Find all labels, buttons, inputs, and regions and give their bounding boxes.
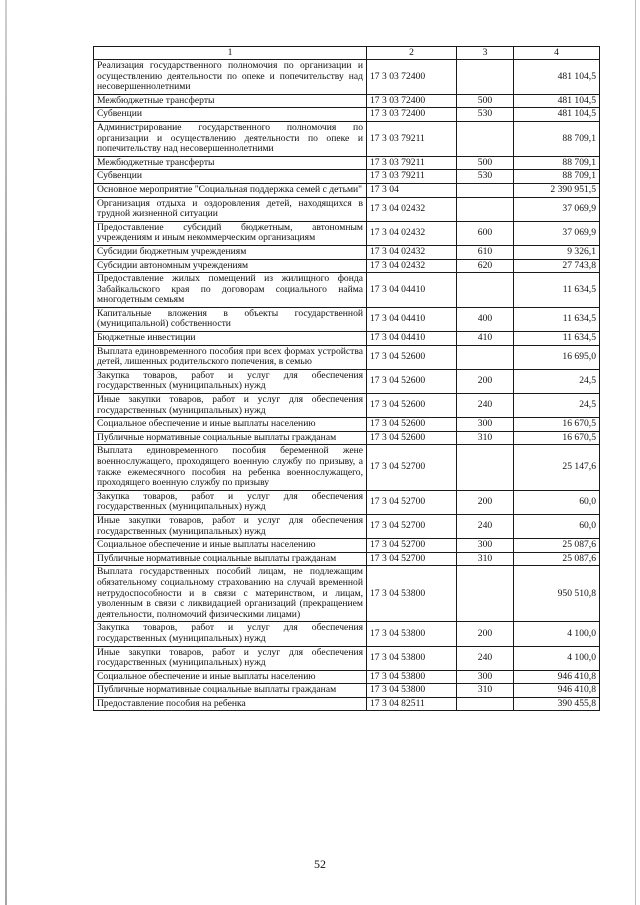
table-row — [94, 566, 600, 622]
cell-code: 17 3 04 82511 — [367, 697, 457, 711]
cell-name: Капитальные вложения в объекты государственной (муниципальной) собственности — [94, 307, 367, 331]
cell-amount: 88 709,1 — [514, 170, 600, 184]
cell-amount: 9 326,1 — [514, 245, 600, 259]
cell-name: Социальное обеспечение и иные выплаты населению — [94, 670, 367, 684]
cell-type: 310 — [457, 431, 514, 445]
cell-type: 530 — [457, 108, 514, 122]
table-row — [94, 345, 600, 369]
cell-code: 17 3 04 52600 — [367, 394, 457, 418]
cell-amount: 24,5 — [514, 394, 600, 418]
cell-code: 17 3 04 02432 — [367, 245, 457, 259]
cell-code: 17 3 04 52600 — [367, 345, 457, 369]
cell-type: 310 — [457, 684, 514, 698]
cell-amount: 16 695,0 — [514, 345, 600, 369]
column-header-name: 1 — [94, 47, 367, 60]
scan-edge — [635, 0, 636, 905]
cell-amount: 390 455,8 — [514, 697, 600, 711]
cell-code: 17 3 03 79211 — [367, 156, 457, 170]
cell-code: 17 3 04 52600 — [367, 369, 457, 393]
cell-type: 530 — [457, 170, 514, 184]
cell-code: 17 3 04 52700 — [367, 490, 457, 514]
cell-amount: 37 069,9 — [514, 221, 600, 245]
cell-name: Выплата единовременного пособия при всех формах устройства детей, лишенных родительского попечения, в семью — [94, 345, 367, 369]
cell-type: 620 — [457, 259, 514, 273]
cell-amount: 481 104,5 — [514, 60, 600, 95]
cell-type — [457, 60, 514, 95]
header-row — [94, 47, 600, 60]
cell-name: Иные закупки товаров, работ и услуг для обеспечения государственных (муниципальных) нужд — [94, 514, 367, 538]
cell-name: Субвенции — [94, 108, 367, 122]
table-row — [94, 221, 600, 245]
cell-type — [457, 197, 514, 221]
table-row — [94, 539, 600, 553]
cell-name: Межбюджетные трансферты — [94, 94, 367, 108]
cell-code: 17 3 04 52700 — [367, 539, 457, 553]
table-row — [94, 445, 600, 490]
table-row — [94, 670, 600, 684]
table-row — [94, 369, 600, 393]
cell-type: 400 — [457, 307, 514, 331]
table-row — [94, 552, 600, 566]
cell-name: Администрирование государственного полномочия по организации и осуществлению деятельности по опеке и попечительству над несовершеннолетними — [94, 121, 367, 156]
cell-amount: 481 104,5 — [514, 108, 600, 122]
cell-amount: 11 634,5 — [514, 332, 600, 346]
cell-type — [457, 697, 514, 711]
table-row — [94, 121, 600, 156]
cell-name: Предоставление жилых помещений из жилищного фонда Забайкальского края по договорам социального найма многодетным семьям — [94, 273, 367, 308]
table-row — [94, 418, 600, 432]
table-row — [94, 697, 600, 711]
budget-table — [93, 46, 600, 711]
cell-name: Публичные нормативные социальные выплаты гражданам — [94, 431, 367, 445]
table-body — [94, 60, 600, 711]
cell-amount: 25 087,6 — [514, 552, 600, 566]
cell-name: Бюджетные инвестиции — [94, 332, 367, 346]
cell-type — [457, 345, 514, 369]
cell-code: 17 3 04 53800 — [367, 566, 457, 622]
cell-name: Основное мероприятие "Социальная поддержка семей с детьми" — [94, 183, 367, 197]
cell-name: Выплата государственных пособий лицам, не подлежащим обязательному социальному страхованию на случай временной нетрудоспособности и в связи с материнством, и лицам, уволенным в связи с ликвидацией организаций (прекращением деятельности, полномочий физическими лицами) — [94, 566, 367, 622]
cell-type: 500 — [457, 156, 514, 170]
cell-code: 17 3 04 52600 — [367, 418, 457, 432]
cell-code: 17 3 04 52700 — [367, 514, 457, 538]
cell-amount: 11 634,5 — [514, 273, 600, 308]
table-row — [94, 197, 600, 221]
cell-amount: 88 709,1 — [514, 121, 600, 156]
column-header-code: 2 — [367, 47, 457, 60]
cell-code: 17 3 04 02432 — [367, 197, 457, 221]
cell-name: Закупка товаров, работ и услуг для обеспечения государственных (муниципальных) нужд — [94, 490, 367, 514]
table-row — [94, 60, 600, 95]
cell-type — [457, 121, 514, 156]
cell-code: 17 3 04 — [367, 183, 457, 197]
cell-code: 17 3 04 04410 — [367, 273, 457, 308]
cell-amount: 27 743,8 — [514, 259, 600, 273]
cell-name: Закупка товаров, работ и услуг для обеспечения государственных (муниципальных) нужд — [94, 369, 367, 393]
table-row — [94, 646, 600, 670]
cell-amount: 60,0 — [514, 514, 600, 538]
cell-code: 17 3 04 02432 — [367, 259, 457, 273]
cell-amount: 88 709,1 — [514, 156, 600, 170]
cell-name: Субсидии автономным учреждениям — [94, 259, 367, 273]
cell-name: Межбюджетные трансферты — [94, 156, 367, 170]
cell-type: 240 — [457, 646, 514, 670]
cell-code: 17 3 04 04410 — [367, 332, 457, 346]
cell-type: 240 — [457, 394, 514, 418]
cell-name: Субсидии бюджетным учреждениям — [94, 245, 367, 259]
table-row — [94, 156, 600, 170]
table-row — [94, 108, 600, 122]
cell-code: 17 3 04 02432 — [367, 221, 457, 245]
cell-code: 17 3 04 52700 — [367, 552, 457, 566]
cell-type: 300 — [457, 539, 514, 553]
cell-amount: 25 147,6 — [514, 445, 600, 490]
cell-amount: 946 410,8 — [514, 684, 600, 698]
table-row — [94, 431, 600, 445]
table-row — [94, 259, 600, 273]
cell-name: Субвенции — [94, 170, 367, 184]
cell-name: Предоставление субсидий бюджетным, автономным учреждениям и иным некоммерческим организациям — [94, 221, 367, 245]
cell-type: 500 — [457, 94, 514, 108]
cell-amount: 25 087,6 — [514, 539, 600, 553]
cell-code: 17 3 04 52600 — [367, 431, 457, 445]
cell-code: 17 3 04 53800 — [367, 670, 457, 684]
table-row — [94, 394, 600, 418]
cell-type: 300 — [457, 670, 514, 684]
cell-name: Иные закупки товаров, работ и услуг для обеспечения государственных (муниципальных) нужд — [94, 394, 367, 418]
table-row — [94, 332, 600, 346]
cell-type — [457, 445, 514, 490]
table-row — [94, 94, 600, 108]
cell-amount: 950 510,8 — [514, 566, 600, 622]
cell-amount: 24,5 — [514, 369, 600, 393]
cell-name: Социальное обеспечение и иные выплаты населению — [94, 418, 367, 432]
cell-type: 200 — [457, 490, 514, 514]
cell-amount: 4 100,0 — [514, 646, 600, 670]
cell-type — [457, 566, 514, 622]
table-row — [94, 245, 600, 259]
cell-amount: 60,0 — [514, 490, 600, 514]
cell-type — [457, 273, 514, 308]
cell-amount: 946 410,8 — [514, 670, 600, 684]
cell-name: Закупка товаров, работ и услуг для обеспечения государственных (муниципальных) нужд — [94, 622, 367, 646]
cell-code: 17 3 03 79211 — [367, 170, 457, 184]
cell-code: 17 3 04 53800 — [367, 646, 457, 670]
table-row — [94, 307, 600, 331]
cell-type: 610 — [457, 245, 514, 259]
cell-code: 17 3 03 72400 — [367, 108, 457, 122]
cell-name: Публичные нормативные социальные выплаты гражданам — [94, 684, 367, 698]
cell-name: Публичные нормативные социальные выплаты гражданам — [94, 552, 367, 566]
scan-edge — [5, 0, 7, 905]
cell-type — [457, 183, 514, 197]
cell-type: 600 — [457, 221, 514, 245]
cell-type: 410 — [457, 332, 514, 346]
cell-code: 17 3 04 04410 — [367, 307, 457, 331]
cell-name: Реализация государственного полномочия по организации и осуществлению деятельности по опеке и попечительству над несовершеннолетними — [94, 60, 367, 95]
cell-name: Выплата единовременного пособия беременной жене военнослужащего, проходящего военную службу по призыву, а также ежемесячного пособия на ребенка военнослужащего, проходящего военную службу по призыву — [94, 445, 367, 490]
cell-code: 17 3 03 72400 — [367, 94, 457, 108]
cell-type: 200 — [457, 622, 514, 646]
cell-amount: 16 670,5 — [514, 431, 600, 445]
table-row — [94, 684, 600, 698]
page-number: 52 — [314, 857, 326, 871]
cell-name: Социальное обеспечение и иные выплаты населению — [94, 539, 367, 553]
table-row — [94, 183, 600, 197]
column-header-type: 3 — [457, 47, 514, 60]
cell-amount: 2 390 951,5 — [514, 183, 600, 197]
cell-code: 17 3 03 79211 — [367, 121, 457, 156]
cell-amount: 11 634,5 — [514, 307, 600, 331]
cell-code: 17 3 04 53800 — [367, 684, 457, 698]
cell-amount: 37 069,9 — [514, 197, 600, 221]
cell-name: Организация отдыха и оздоровления детей, находящихся в трудной жизненной ситуации — [94, 197, 367, 221]
cell-name: Предоставление пособия на ребенка — [94, 697, 367, 711]
cell-type: 240 — [457, 514, 514, 538]
cell-amount: 481 104,5 — [514, 94, 600, 108]
table-row — [94, 273, 600, 308]
cell-code: 17 3 04 53800 — [367, 622, 457, 646]
table-row — [94, 490, 600, 514]
cell-code: 17 3 04 52700 — [367, 445, 457, 490]
cell-amount: 4 100,0 — [514, 622, 600, 646]
cell-type: 300 — [457, 418, 514, 432]
cell-type: 310 — [457, 552, 514, 566]
cell-name: Иные закупки товаров, работ и услуг для обеспечения государственных (муниципальных) нужд — [94, 646, 367, 670]
cell-type: 200 — [457, 369, 514, 393]
column-header-amount: 4 — [514, 47, 600, 60]
cell-amount: 16 670,5 — [514, 418, 600, 432]
table-row — [94, 514, 600, 538]
table-row — [94, 170, 600, 184]
table-row — [94, 622, 600, 646]
cell-code: 17 3 03 72400 — [367, 60, 457, 95]
